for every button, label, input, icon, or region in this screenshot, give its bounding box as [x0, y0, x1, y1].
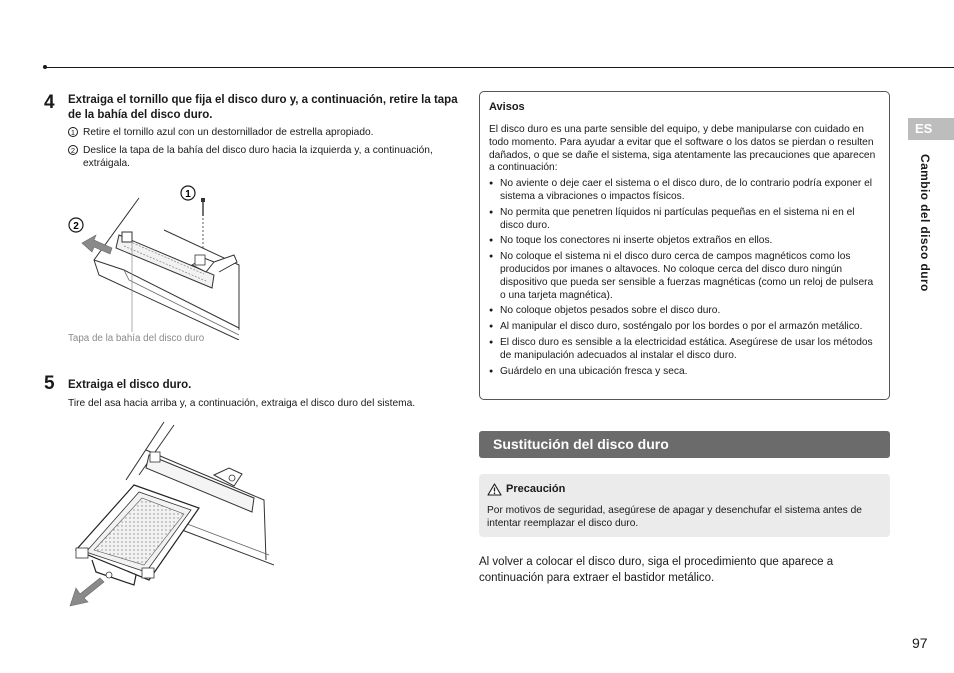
caution-box: [479, 474, 890, 537]
chapter-side-title: Cambio del disco duro: [918, 154, 932, 292]
step-title: Extraiga el tornillo que fija el disco duro y, a continuación, retire la tapa de la bahía del disco duro.: [68, 94, 458, 121]
notices-list: [489, 178, 880, 378]
step-title: Extraiga el disco duro.: [68, 379, 192, 391]
list-item: ● El disco duro es sensible a la electricidad estática. Asegúrese de usar los métodos de manipulación adecuados al instalar el disco duro.: [489, 337, 880, 363]
substep-text: Retire el tornillo azul con un destornillador de estrella apropiado.: [83, 127, 374, 138]
notices-box: [479, 91, 890, 400]
notices-title: Avisos: [489, 101, 525, 113]
step-5: [44, 374, 474, 410]
page-number: 97: [912, 635, 928, 651]
substep-text: Deslice la tapa de la bahía del disco duro hacia la izquierda y, a continuación, extráigala.: [83, 145, 433, 169]
caution-title: Precaución: [506, 483, 566, 495]
section-heading: Sustitución del disco duro: [479, 431, 890, 458]
list-item: ● No permita que penetren líquidos ni partículas pequeñas en el sistema ni en el disco duro.: [489, 207, 880, 233]
notices-intro: El disco duro es una parte sensible del equipo, y debe manipularse con cuidado en todo momento. Para ayudar a evitar que el software o los datos se pierdan o resulten dañados, o que se dañe el sistema, siga atentamente las precauciones que aparecen a continuación:: [489, 124, 876, 174]
substep-number: 2: [68, 145, 78, 155]
list-item: ● No coloque objetos pesados sobre el disco duro.: [489, 305, 880, 318]
bay-cover-illustration: [64, 180, 249, 340]
slide-left-arrow-icon: [82, 235, 112, 254]
top-rule-marker: [43, 65, 47, 69]
hdd-extraction-illustration: [64, 420, 274, 610]
callout-1-label: 1: [185, 189, 191, 200]
substep-number: 1: [68, 127, 78, 137]
list-item: ● No aviente o deje caer el sistema o el disco duro, de lo contrario podría exponer el sistema a vibraciones o impactos físicos.: [489, 178, 880, 204]
caution-header: [487, 482, 882, 496]
body-paragraph: Al volver a colocar el disco duro, siga el procedimiento que aparece a continuación para extraer el bastidor metálico.: [479, 556, 834, 584]
step-number: 5: [44, 373, 55, 394]
figure-caption: Tapa de la bahía del disco duro: [68, 333, 205, 344]
step-number: 4: [44, 92, 55, 113]
pull-out-arrow-icon: [70, 578, 104, 606]
step-4: [44, 93, 464, 170]
substep: [68, 126, 464, 139]
language-tab: ES: [908, 118, 954, 140]
top-rule: [44, 67, 954, 68]
caution-text: Por motivos de seguridad, asegúrese de apagar y desenchufar el sistema antes de intentar reemplazar el disco duro.: [487, 505, 862, 529]
list-item: ● Al manipular el disco duro, sosténgalo por los bordes o por el armazón metálico.: [489, 321, 880, 334]
list-item: ● No toque los conectores ni inserte objetos extraños en ellos.: [489, 235, 880, 248]
step-text: Tire del asa hacia arriba y, a continuación, extraiga el disco duro del sistema.: [68, 397, 416, 409]
list-item: ● Guárdelo en una ubicación fresca y seca.: [489, 366, 880, 379]
callout-2-label: 2: [73, 221, 79, 232]
substep: [68, 144, 464, 170]
list-item: ● No coloque el sistema ni el disco duro cerca de campos magnéticos como los producidos por imanes o altavoces. No coloque cerca del disco duro ningún dispositivo que pueda ser sensible a fuerzas magnéticas (como un reloj de pulsera o una tarjeta magnética).: [489, 251, 880, 302]
warning-triangle-icon: [487, 483, 502, 496]
